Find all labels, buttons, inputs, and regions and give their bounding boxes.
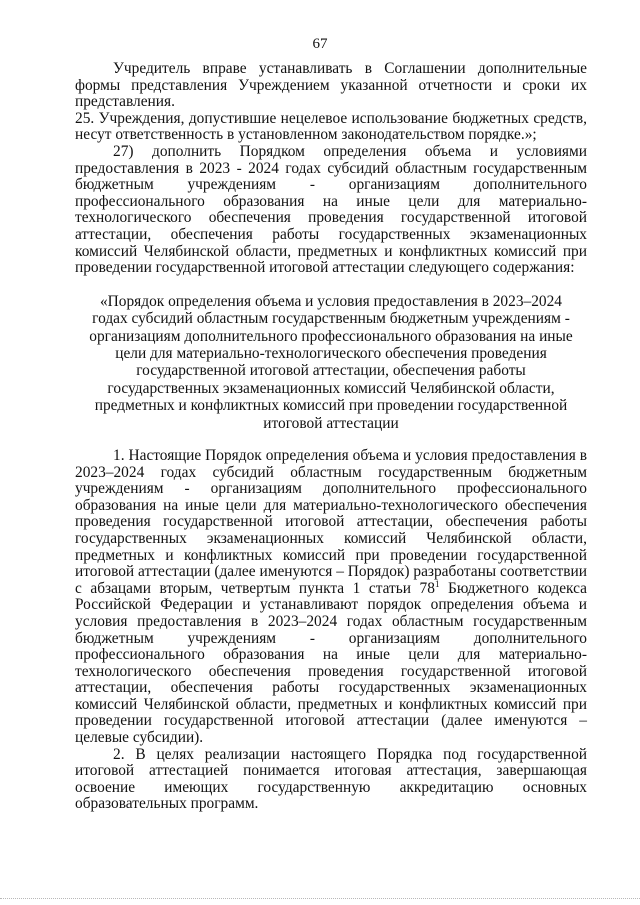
paragraph-section-1-text-cont: Бюджетного кодекса Российской Федерации и устанавливают порядок определения объема и условия предоставления в 2023–2024 годах областным государственным бюджетным учреждениям - организациям дополнительного профессионального образования на иные цели для материально-технологического обеспечения проведения государственной итоговой аттестации, обеспечения работы государственных экзаменационных комиссий Челябинской области, предметных и конфликтных комиссий при проведении государственной итоговой аттестации (далее именуются – целевые субсидии). xyxy=(75,579,588,747)
paragraph-item-25: 25. Учреждения, допустившие нецелевое использование бюджетных средств, несут ответственность в установленном законодательством порядке.»; xyxy=(75,109,587,144)
document-body xyxy=(75,61,587,813)
article-superscript: 1 xyxy=(434,578,440,589)
paragraph-item-27: 27) дополнить Порядком определения объема и условиями предоставления в 2023 - 2024 годах субсидий областным государственным бюджетным учреждениям - организациям дополнительного профессионального образования на иные цели для материально-технологического обеспечения проведения государственной итоговой аттестации, обеспечения работы государственных экзаменационных комиссий Челябинской области, предметных и конфликтных комиссий при проведении государственной итоговой аттестации следующего содержания: xyxy=(75,142,587,277)
procedure-title: «Порядок определения объема и условия предоставления в 2023–2024 годах субсидий областным государственным бюджетным учреждениям - организациям дополнительного профессионального образования на иные цели для материально-технологического обеспечения проведения государственной итоговой аттестации, обеспечения работы государственных экзаменационных комиссий Челябинской области, предметных и конфликтных комиссий при проведении государственной итоговой аттестации xyxy=(89,292,573,432)
paragraph-founder-forms: Учредитель вправе устанавливать в Соглашении дополнительные формы представления Учреждением указанной отчетности и сроки их представления. xyxy=(75,60,587,111)
paragraph-section-1-text: 1. Настоящие Порядок определения объема и условия предоставления в 2023–2024 годах субсидий областным государственным бюджетным учреждениям - организациям дополнительного профессионального образования на иные цели для материально-технологического обеспечения проведения государственной итоговой аттестации, обеспечения работы государственных экзаменационных комиссий Челябинской области, предметных и конфликтных комиссий при проведении государственной итоговой аттестации (далее именуются – Порядок) разработаны соответствии с абзацами вторым, четвертым пункта 1 статьи 78 xyxy=(75,446,587,597)
scan-edge-line xyxy=(0,898,640,899)
paragraph-section-2: 2. В целях реализации настоящего Порядка под государственной итоговой аттестацией понимается итоговая аттестация, завершающая освоение имеющих государственную аккредитацию основных образовательных программ. xyxy=(75,745,587,813)
paragraph-section-1 xyxy=(75,448,587,747)
page-number: 67 xyxy=(312,36,328,52)
